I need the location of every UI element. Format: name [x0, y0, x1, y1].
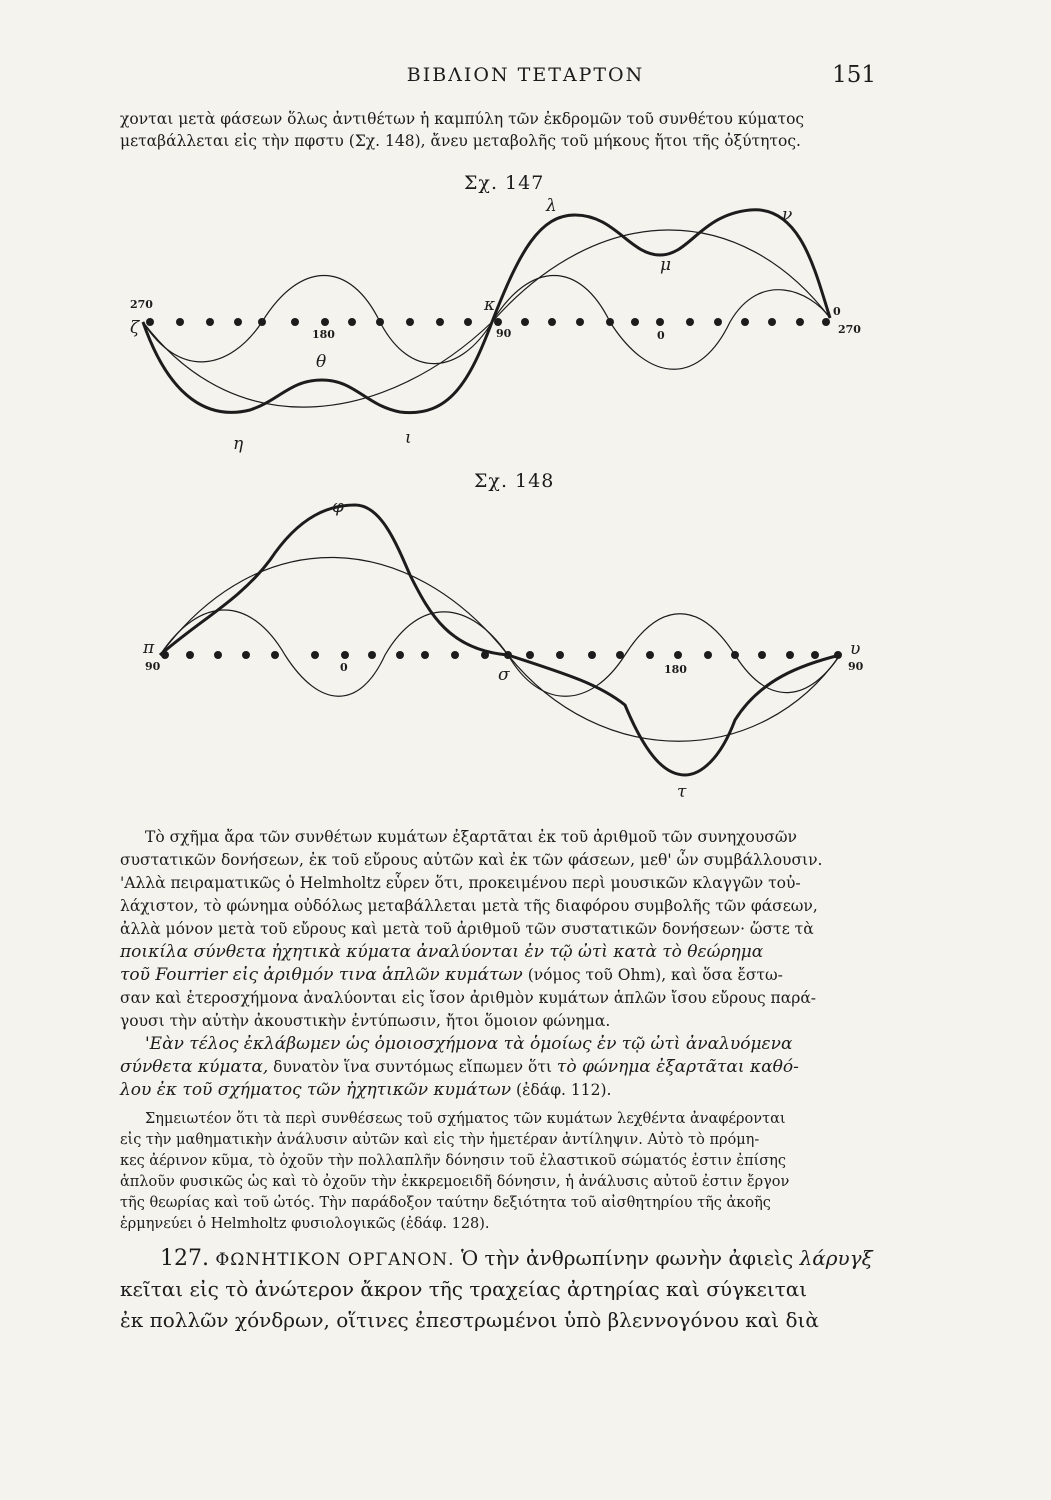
intro-line-2: μεταβάλλεται εἰς τὴν πφστυ (Σχ. 148), ἄνευ μεταβολῆς τοῦ μήκους ἤτοι τῆς ὀξύτητος.: [120, 132, 801, 150]
section-127-text-a: Ὁ τὴν ἀνθρωπίνην φωνὴν ἀφιεὶς: [460, 1246, 794, 1270]
fig147-fundamental-curve: [143, 230, 830, 407]
fig147-label-theta: θ: [316, 352, 327, 372]
fig148-label-upsilon: υ: [850, 639, 861, 659]
fig147-label-eta: η: [233, 434, 244, 454]
fig148-num-0: 0: [340, 661, 348, 674]
note-line-2: εἰς τὴν μαθηματικὴν ἀνάλυσιν αὐτῶν καὶ εἰς τὴν ἡμετέραν ἀντίληψιν. Αὐτὸ τὸ πρόμη-: [120, 1132, 760, 1148]
fig147-overtone-curve: [143, 276, 830, 370]
note-line-6: ἑρμηνεύει ὁ Helmholtz φυσιολογικῶς (ἐδάφ. 128).: [120, 1216, 490, 1232]
fig148-num-180: 180: [664, 663, 687, 676]
section-title: ΦΩΝΗΤΙΚΟΝ ΟΡΓΑΝΟΝ.: [215, 1250, 455, 1270]
para2-line-2: [120, 1056, 910, 1078]
fig147-num-270-right: 270: [838, 323, 861, 336]
fig147-axis-dots: [146, 318, 830, 326]
fig148-composite-curve: [160, 505, 840, 775]
para1-line-7-rest: (νόμος τοῦ Ohm), καὶ ὅσα ἔστω-: [527, 966, 783, 984]
para1-line-5: ἀλλὰ μόνον μετὰ τοῦ εὔρους καὶ μετὰ τοῦ ἀριθμοῦ τῶν συστατικῶν δονήσεων· ὥστε τὰ: [120, 920, 814, 938]
note-line-3: κες ἀέρινον κῦμα, τὸ ὀχοῦν τὴν πολλαπλῆν δόνησιν τοῦ ἐλαστικοῦ σώματός ἐστιν ἐπίσης: [120, 1153, 786, 1169]
para2-line-3: [120, 1079, 910, 1101]
para1-line-7: [120, 964, 910, 986]
section-127-line-1: [160, 1243, 910, 1275]
section-127-line-3: ἐκ πολλῶν χόνδρων, οἵτινες ἐπεστρωμένοι ὑπὸ βλεννογόνου καὶ διὰ: [120, 1308, 819, 1332]
intro-line-1: χονται μετὰ φάσεων ὅλως ἀντιθέτων ἡ καμπύλη τῶν ἐκδρομῶν τοῦ συνθέτου κύματος: [120, 110, 805, 128]
para1-line-1: Τὸ σχῆμα ἄρα τῶν συνθέτων κυμάτων ἐξαρτᾶται ἐκ τοῦ ἀριθμοῦ τῶν συνηχουσῶν: [145, 828, 797, 846]
para2-line-2-emph-a: σύνθετα κύματα,: [120, 1057, 269, 1077]
fig148-fundamental-curve: [160, 557, 840, 741]
note-line-1: Σημειωτέον ὅτι τὰ περὶ συνθέσεως τοῦ σχήματος τῶν κυμάτων λεχθέντα ἀναφέρονται: [145, 1111, 786, 1127]
fig148-axis-dots: [161, 651, 842, 659]
fig147-num-0-right: 0: [833, 305, 841, 318]
note-line-4: ἁπλοῦν φυσικῶς ὡς καὶ τὸ ὀχοῦν τὴν ἐκκρεμοειδῆ δόνησιν, ἡ ἀνάλυσις αὐτοῦ ἐστιν ἔργον: [120, 1174, 790, 1190]
para1-line-8: σαν καὶ ἑτεροσχήμονα ἀναλύονται εἰς ἴσον ἀριθμὸν κυμάτων ἁπλῶν ἴσου εὔρους παρά-: [120, 989, 817, 1007]
page-number: 151: [832, 62, 876, 88]
fig147-label-lambda: λ: [546, 196, 557, 216]
figure-147-caption: Σχ. 147: [464, 172, 545, 194]
fig148-label-pi: π: [143, 638, 155, 658]
para2-line-3-rest: (ἐδάφ. 112).: [516, 1081, 612, 1099]
fig147-label-iota: ι: [405, 428, 412, 448]
fig148-num-90-left: 90: [145, 660, 161, 673]
fig147-label-zeta: ζ: [130, 318, 140, 338]
running-title: ΒΙΒΛΙΟΝ ΤΕΤΑΡΤΟΝ: [406, 64, 645, 86]
section-127-line-2: κεῖται εἰς τὸ ἀνώτερον ἄκρον τῆς τραχείας ἀρτηρίας καὶ σύγκειται: [120, 1277, 808, 1301]
para1-line-7-emph: τοῦ Fourrier εἰς ἀριθμόν τινα ἁπλῶν κυμάτων: [120, 965, 523, 985]
fig147-label-kappa: κ: [484, 295, 496, 315]
para1-line-6: ποικίλα σύνθετα ἠχητικὰ κύματα ἀναλύονται ἐν τῷ ὠτὶ κατὰ τὸ θεώρημα: [120, 942, 764, 962]
para1-line-2: συστατικῶν δονήσεων, ἐκ τοῦ εὔρους αὐτῶν καὶ ἐκ τῶν φάσεων, μεθ' ὧν συμβάλλουσιν.: [120, 851, 823, 869]
section-127-emph-larynx: λάρυγξ: [799, 1246, 873, 1270]
para2-line-1: 'Εὰν τέλος ἐκλάβωμεν ὡς ὁμοιοσχήμονα τὰ ὁμοίως ἐν τῷ ὠτὶ ἀναλυόμενα: [145, 1034, 793, 1054]
fig147-num-270-left: 270: [130, 298, 153, 311]
fig148-label-phi: φ: [332, 497, 344, 517]
para2-line-2-rest: δυνατὸν ἵνα συντόμως εἴπωμεν ὅτι: [273, 1058, 552, 1076]
fig147-label-mu: μ: [660, 255, 672, 275]
para2-line-3-emph: λου ἐκ τοῦ σχήματος τῶν ἠχητικῶν κυμάτων: [120, 1080, 512, 1100]
para2-line-2-emph-b: τὸ φώνημα ἐξαρτᾶται καθό-: [556, 1057, 799, 1077]
fig148-num-90-right: 90: [848, 660, 864, 673]
fig147-num-90: 90: [496, 327, 512, 340]
para1-line-4: λάχιστον, τὸ φώνημα οὐδόλως μεταβάλλεται μετὰ τῆς διαφόρου συμβολῆς τῶν φάσεων,: [120, 897, 818, 915]
fig147-num-180: 180: [312, 328, 335, 341]
fig148-label-sigma: σ: [498, 665, 510, 685]
section-number: 127.: [160, 1246, 209, 1271]
fig147-label-nu: ν: [782, 205, 793, 225]
fig147-num-0-dot: 0: [657, 329, 665, 342]
note-line-5: τῆς θεωρίας καὶ τοῦ ὠτός. Τὴν παράδοξον ταύτην δεξιότητα τοῦ αἰσθητηρίου τῆς ἀκοῆς: [120, 1195, 771, 1211]
para1-line-3: 'Αλλὰ πειραματικῶς ὁ Helmholtz εὗρεν ὅτι, προκειμένου περὶ μουσικῶν κλαγγῶν τοὐ-: [120, 874, 801, 892]
fig148-label-tau: τ: [677, 782, 687, 802]
figure-148-caption: Σχ. 148: [474, 470, 555, 492]
page-header: [0, 62, 1051, 92]
para1-line-9: γουσι τὴν αὐτὴν ἀκουστικὴν ἐντύπωσιν, ἤτοι ὅμοιον φώνημα.: [120, 1012, 611, 1030]
